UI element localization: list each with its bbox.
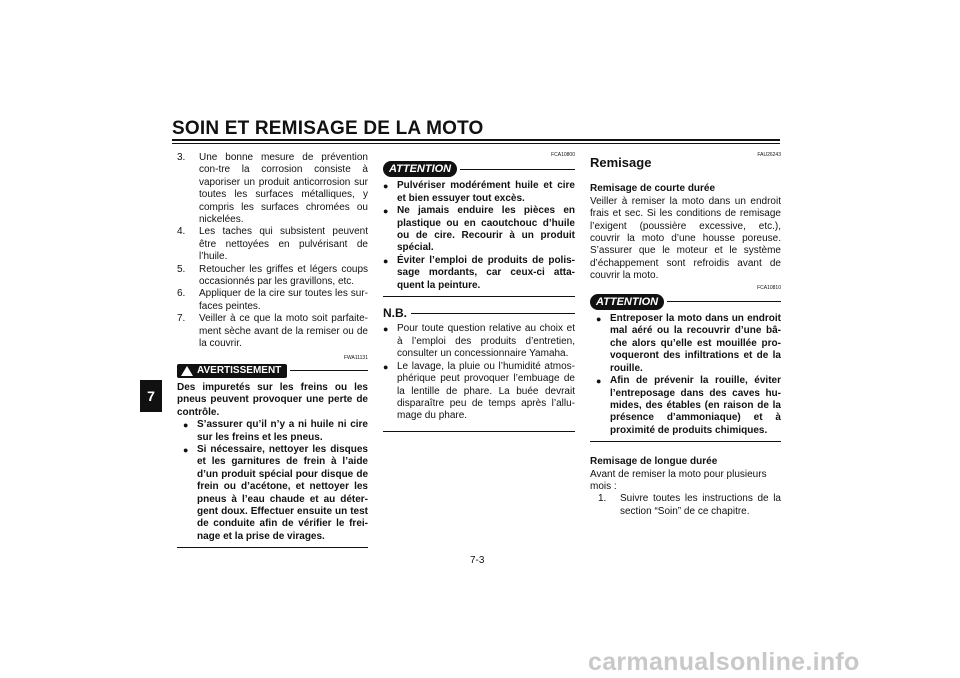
title-rule-thin bbox=[172, 143, 780, 144]
bullet-icon: ● bbox=[383, 324, 389, 335]
column-3 bbox=[590, 152, 781, 518]
title-rule bbox=[172, 139, 780, 141]
attention-header bbox=[383, 161, 575, 177]
attention-bullet: ● Éviter l’emploi de produits de polis-sage mordants, car ceux-ci atta-quent la peinture. bbox=[383, 254, 575, 291]
attention-end-rule bbox=[383, 296, 575, 297]
column-2 bbox=[383, 152, 575, 432]
warning-header-rule bbox=[290, 370, 368, 371]
bullet-icon: ● bbox=[596, 314, 602, 325]
attention-code: FCA10810 bbox=[757, 284, 781, 291]
bullet-icon: ● bbox=[383, 255, 389, 266]
warning-badge bbox=[177, 364, 287, 378]
nb-bullet: ● Pour toute question relative au choix et à l’emploi des produits d’entretien, consulter un concessionnaire Yamaha. bbox=[383, 323, 575, 360]
step-7: 7. Veiller à ce que la moto soit parfaite-ment sèche avant de la remiser ou de la couvrir. bbox=[177, 313, 368, 350]
attention-bullet: ● Afin de prévenir la rouille, éviter l’entreposage dans des caves hu-mides, des étables (en raison de la présence d’ammoniaque) et à proximité de produits chimiques. bbox=[596, 375, 781, 436]
section-heading: Remisage bbox=[590, 155, 652, 170]
short-storage-text: Veiller à remiser la moto dans un endroit frais et sec. Si les conditions de remisage l’exigent (poussière excessive, etc.), couvrir la moto d’une housse poreuse. S’assurer que le moteur et le système d’échappement sont refroidis avant de couvrir la moto. bbox=[590, 195, 781, 282]
watermark: carmanualsonline.info bbox=[588, 648, 860, 676]
bullet-icon: ● bbox=[383, 181, 389, 192]
bullet-icon: ● bbox=[383, 206, 389, 217]
short-storage-title: Remisage de courte durée bbox=[590, 183, 716, 195]
warning-bullet: ● S’assurer qu’il n’y a ni huile ni cire sur les freins et les pneus. bbox=[183, 419, 368, 443]
warning-bullet: ● Si nécessaire, nettoyer les disques et les garnitures de frein à l’aide d’un produit spécial pour disque de frein ou d’acétone, et nettoyer les pneus à l’eau chaude et au déter-gent doux. Effectuer ensuite un test de conduite afin de vérifier le frei-nage et la prise de virages. bbox=[183, 443, 368, 542]
attention-header bbox=[590, 294, 781, 310]
nb-bullet: ● Le lavage, la pluie ou l’humidité atmos-phérique peut provoquer l’embuage de la lentille de phare. La buée devrait disparaître peu de temps après l’allu-mage du phare. bbox=[383, 360, 575, 422]
bullet-icon: ● bbox=[383, 361, 389, 372]
chapter-tab: 7 bbox=[140, 380, 162, 412]
warning-intro: Des impuretés sur les freins ou les pneus peuvent provoquer une perte de contrôle. bbox=[177, 381, 368, 418]
attention-badge: ATTENTION bbox=[590, 294, 664, 310]
nb-end-rule bbox=[383, 431, 575, 432]
long-step-1: 1. Suivre toutes les instructions de la section “Soin” de ce chapitre. bbox=[598, 493, 781, 517]
page-title: SOIN ET REMISAGE DE LA MOTO bbox=[172, 118, 484, 139]
bullet-icon: ● bbox=[596, 376, 602, 387]
column-1 bbox=[177, 152, 368, 548]
step-4: 4. Les taches qui subsistent peuvent être nettoyées en pulvérisant de l’huile. bbox=[177, 226, 368, 263]
attention-end-rule bbox=[590, 441, 781, 442]
attention-code: FCA10800 bbox=[551, 152, 575, 158]
attention-header-rule bbox=[460, 169, 575, 170]
attention-bullet: ● Pulvériser modérément huile et cire et bien essuyer tout excès. bbox=[383, 180, 575, 204]
warning-label: AVERTISSEMENT bbox=[197, 364, 282, 376]
attention-header-rule bbox=[667, 301, 781, 302]
attention-badge: ATTENTION bbox=[383, 161, 457, 177]
long-storage-text: Avant de remiser la moto pour plusieurs mois : bbox=[590, 468, 767, 492]
step-6: 6. Appliquer de la cire sur toutes les sur-faces peintes. bbox=[177, 288, 368, 312]
nb-label: N.B. bbox=[383, 306, 407, 321]
bullet-icon: ● bbox=[183, 444, 189, 455]
warning-end-rule bbox=[177, 547, 368, 548]
step-5: 5. Retoucher les griffes et légers coups occasionnés par les gravillons, etc. bbox=[177, 263, 368, 288]
warning-header bbox=[177, 364, 368, 378]
step-3: 3. Une bonne mesure de prévention con-tre la corrosion consiste à vaporiser un produit anticorrosion sur toutes les surfaces métalliques, y compris les surfaces chromées ou nickelées. bbox=[177, 152, 368, 226]
attention-bullet: ● Ne jamais enduire les pièces en plastique ou en caoutchouc d’huile ou de cire. Recourir à un produit spécial. bbox=[383, 205, 575, 254]
nb-header-rule bbox=[411, 313, 575, 314]
page-number: 7-3 bbox=[470, 555, 485, 566]
long-storage-title: Remisage de longue durée bbox=[590, 456, 718, 468]
attention-bullet: ● Entreposer la moto dans un endroit mal aéré ou la recouvrir d’une bâ-che alors qu’elle est mouillée pro-voqueront des infiltrations et de la rouille. bbox=[596, 313, 781, 374]
nb-header bbox=[383, 307, 575, 319]
bullet-icon: ● bbox=[183, 420, 189, 431]
section-code: FAU26243 bbox=[757, 152, 781, 158]
warning-triangle-icon bbox=[181, 366, 193, 376]
warning-code: FWA11131 bbox=[343, 354, 368, 361]
